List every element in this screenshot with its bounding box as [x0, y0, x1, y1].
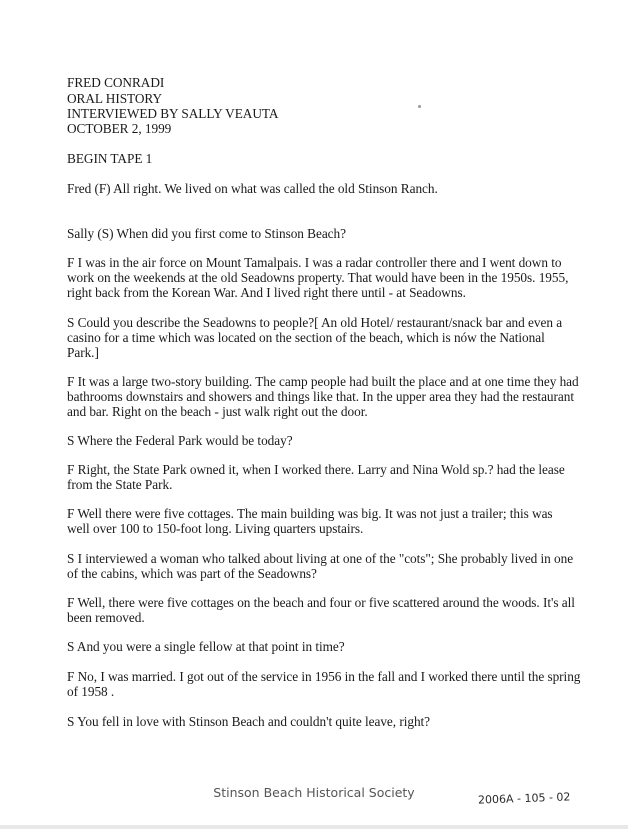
transcript-line: Sally (S) When did you first come to Stinson Beach?: [67, 226, 346, 241]
transcript-line: casino for a time which was located on the section of the beach, which is nów the National: [67, 330, 545, 345]
transcript-line: F Well, there were five cottages on the beach and four or five scattered around the woods. It's all: [67, 595, 575, 610]
interviewer-line: INTERVIEWED BY SALLY VEAUTA: [67, 106, 279, 121]
transcript-line: F No, I was married. I got out of the service in 1956 in the fall and I worked there until the spring: [67, 669, 581, 684]
transcript-line: S You fell in love with Stinson Beach and couldn't quite leave, right?: [67, 714, 431, 729]
transcript-line: S And you were a single fellow at that point in time?: [67, 639, 345, 654]
scan-edge: [0, 825, 628, 829]
transcript-line: S Could you describe the Seadowns to people?[ An old Hotel/ restaurant/snack bar and even a: [67, 315, 563, 330]
transcript-line: S I interviewed a woman who talked about living at one of the "cots"; She probably lived in one: [67, 551, 574, 566]
transcript-line: F Well there were five cottages. The main building was big. It was not just a trailer; this was: [67, 506, 553, 521]
transcript-line: well over 100 to 150-foot long. Living quarters upstairs.: [67, 521, 364, 536]
transcript-line: F I was in the air force on Mount Tamalpais. I was a radar controller there and I went down to: [67, 255, 562, 270]
footer-society-name: Stinson Beach Historical Society: [213, 785, 415, 800]
transcript-line: F Right, the State Park owned it, when I worked there. Larry and Nina Wold sp.? had the lease: [67, 462, 565, 477]
transcript-line: from the State Park.: [67, 477, 173, 492]
interview-date: OCTOBER 2, 1999: [67, 121, 172, 136]
document-type: ORAL HISTORY: [67, 91, 163, 106]
transcript-line: of 1958 .: [67, 684, 115, 699]
transcript-line: work on the weekends at the old Seadowns property. That would have been in the 1950s. 1955,: [67, 270, 569, 285]
accession-number: 2006A - 105 - 02: [477, 790, 571, 807]
scan-speck: [418, 105, 421, 108]
transcript-line: and bar. Right on the beach - just walk right out the door.: [67, 404, 368, 419]
transcript-line: Fred (F) All right. We lived on what was called the old Stinson Ranch.: [67, 181, 438, 196]
transcript-line: of the cabins, which was part of the Seadowns?: [67, 566, 317, 581]
transcript-line: F It was a large two-story building. The camp people had built the place and at one time they had: [67, 374, 579, 389]
transcript-line: bathrooms downstairs and showers and things like that. In the upper area they had the restaurant: [67, 389, 574, 404]
transcript-line: S Where the Federal Park would be today?: [67, 433, 293, 448]
transcript-line: right back from the Korean War. And I lived right there until - at Seadowns.: [67, 285, 466, 300]
transcript-line: been removed.: [67, 610, 145, 625]
transcript-line: Park.]: [67, 345, 99, 360]
interviewee-name: FRED CONRADI: [67, 75, 165, 90]
tape-marker: BEGIN TAPE 1: [67, 151, 153, 166]
